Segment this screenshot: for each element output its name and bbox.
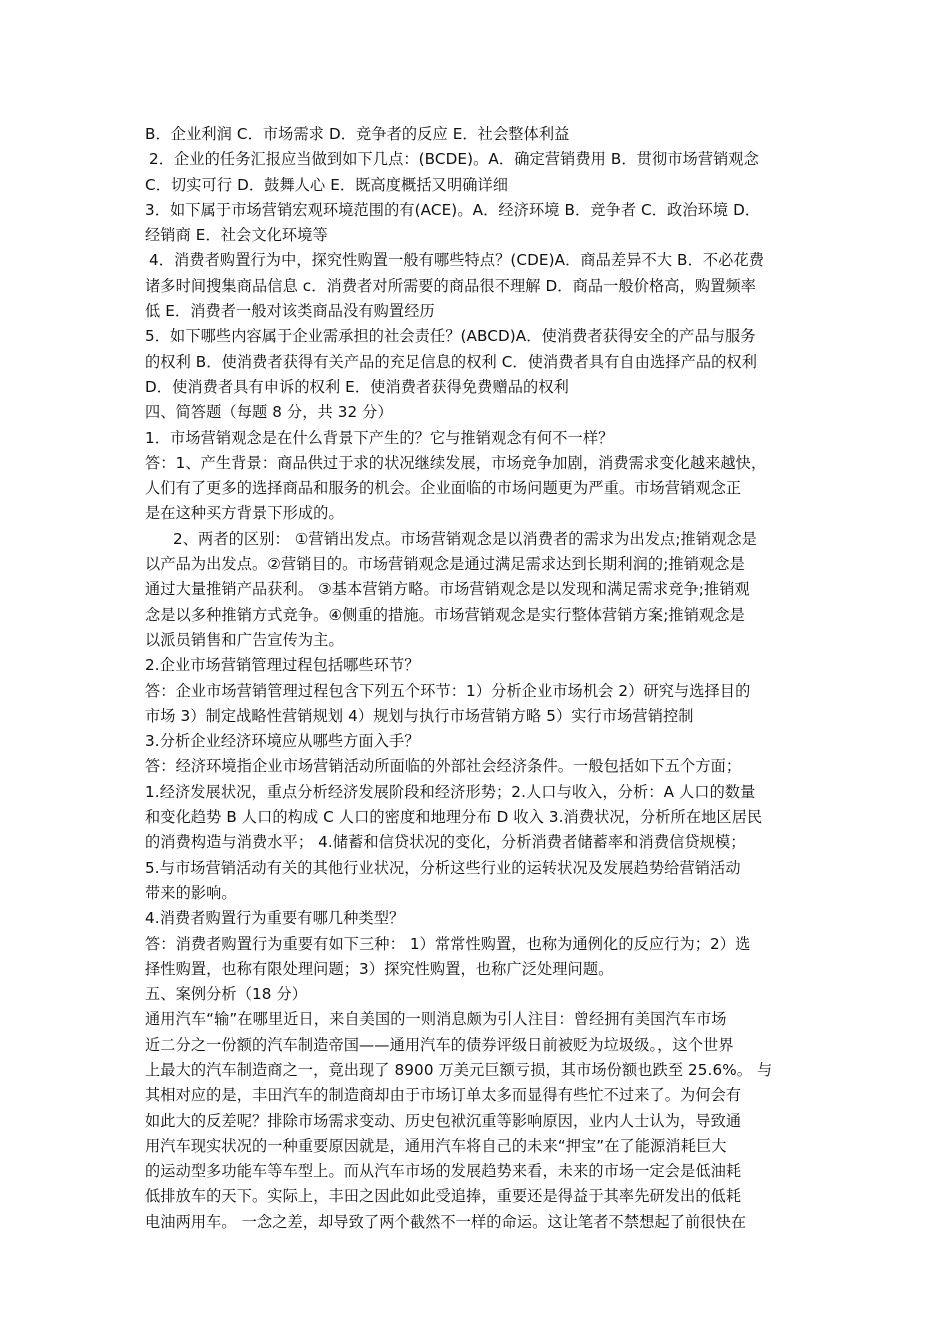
text-line: 答：企业市场营销管理过程包含下列五个环节：1）分析企业市场机会 2）研究与选择目的 [145, 681, 751, 700]
text-line: 通用汽车“输”在哪里近日，来自美国的一则消息颇为引人注目：曾经拥有美国汽车市场 [145, 1010, 727, 1029]
text-line: 的消费构造与消费水平； 4.储蓄和信贷状况的变化，分析消费者储蓄率和消费信贷规模； [145, 833, 746, 852]
text-line: 念是以多种推销方式竞争。④侧重的措施。市场营销观念是实行整体营销方案;推销观念是 [145, 605, 745, 624]
text-line: 通过大量推销产品获利。 ③基本营销方略。市场营销观念是以发现和满足需求竞争;推销观 [145, 580, 750, 599]
text-line: 以派员销售和广告宣传为主。 [145, 630, 344, 649]
text-line: 电油两用车。 一念之差，却导致了两个截然不一样的命运。这让笔者不禁想起了前很快在 [145, 1212, 747, 1231]
text-line: 2．企业的任务汇报应当做到如下几点：(BCDE)。A．确定营销费用 B．贯彻市场营销观念 [149, 150, 759, 169]
text-line: 答：1、产生背景：商品供过于求的状况继续发展，市场竞争加剧，消费需求变化越来越快， [145, 453, 767, 472]
text-line: 3．如下属于市场营销宏观环境范围的有(ACE)。A．经济环境 B．竞争者 C．政治环境 D． [145, 200, 761, 219]
text-line: 人们有了更多的选择商品和服务的机会。企业面临的市场问题更为严重。市场营销观念正 [145, 479, 742, 498]
text-line: 诸多时间搜集商品信息 c．消费者对所需要的商品很不理解 D．商品一般价格高，购置频率 [145, 276, 757, 295]
text-line: 用汽车现实状况的一种重要原因就是，通用汽车将自己的未来“押宝”在了能源消耗巨大 [145, 1136, 727, 1155]
text-line: 经销商 E．社会文化环境等 [145, 226, 328, 245]
text-line: 如此大的反差呢？排除市场需求变动、历史包袱沉重等影响原因，业内人士认为，导致通 [145, 1111, 742, 1130]
text-line: 答：经济环境指企业市场营销活动所面临的外部社会经济条件。一般包括如下五个方面； [145, 757, 742, 776]
text-line: 2.企业市场营销管理过程包括哪些环节？ [145, 656, 420, 675]
text-line: 低排放车的天下。实际上，丰田之因此如此受追捧，重要还是得益于其率先研发出的低耗 [145, 1187, 742, 1206]
text-line: 答：消费者购置行为重要有如下三种： 1）常常性购置，也称为通例化的反应行为；2）选 [145, 934, 751, 953]
text-line: 1.经济发展状况，重点分析经济发展阶段和经济形势；2.人口与收入，分析：A 人口的数量 [145, 782, 756, 801]
text-line: 和变化趋势 B 人口的构成 C 人口的密度和地理分布 D 收入 3.消费状况，分析所在地区居民 [145, 808, 763, 827]
text-line: 其相对应的是，丰田汽车的制造商却由于市场订单太多而显得有些忙不过来了。为何会有 [145, 1086, 742, 1105]
text-line: 五、案例分析（18 分） [145, 985, 308, 1004]
text-line: 带来的影响。 [145, 883, 237, 902]
text-line: 近二分之一份额的汽车制造帝国——通用汽车的债券评级日前被贬为垃圾级。，这个世界 [145, 1035, 734, 1054]
text-line: D．使消费者具有申诉的权利 E．使消费者获得免费赠品的权利 [145, 377, 569, 396]
text-line: B．企业利润 C．市场需求 D．竞争者的反应 E．社会整体利益 [145, 125, 570, 143]
text-line: 择性购置，也称有限处理问题；3）探究性购置，也称广泛处理问题。 [145, 959, 614, 978]
text-line: 低 E．消费者一般对该类商品没有购置经历 [145, 302, 435, 321]
text-line: 的权利 B．使消费者获得有关产品的充足信息的权利 C．使消费者具有自由选择产品的权利 [145, 352, 758, 371]
text-line: 3.分析企业经济环境应从哪些方面入手？ [145, 732, 420, 751]
text-line: 四、简答题（每题 8 分，共 32 分） [145, 403, 393, 422]
text-line: 的运动型多功能车等车型上。而从汽车市场的发展趋势来看，未来的市场一定会是低油耗 [145, 1162, 742, 1181]
text-line: 5．如下哪些内容属于企业需承担的社会责任？(ABCD)A．使消费者获得安全的产品与服务 [145, 327, 756, 346]
text-line: 4．消费者购置行为中，探究性购置一般有哪些特点？(CDE)A．商品差异不大 B．不必花费 [149, 251, 765, 270]
text-line: 4.消费者购置行为重要有哪几种类型？ [145, 909, 405, 928]
text-line: 1．市场营销观念是在什么背景下产生的？它与推销观念有何不一样？ [145, 428, 614, 447]
text-line: 是在这种买方背景下形成的。 [145, 504, 344, 523]
text-line: 2、两者的区别： ①营销出发点。市场营销观念是以消费者的需求为出发点;推销观念是 [173, 529, 757, 548]
text-line: 市场 3）制定战略性营销规划 4）规划与执行市场营销方略 5）实行市场营销控制 [145, 706, 694, 725]
document-body [145, 122, 810, 1235]
text-line: 5.与市场营销活动有关的其他行业状况，分析这些行业的运转状况及发展趋势给营销活动 [145, 858, 741, 877]
text-line: 上最大的汽车制造商之一，竟出现了 8900 万美元巨额亏损，其市场份额也跌至 25.6%。 与 [145, 1060, 773, 1079]
text-line: C．切实可行 D．鼓舞人心 E．既高度概括又明确详细 [145, 175, 509, 194]
text-line: 以产品为出发点。②营销目的。市场营销观念是通过满足需求达到长期利润的;推销观念是 [145, 555, 745, 574]
